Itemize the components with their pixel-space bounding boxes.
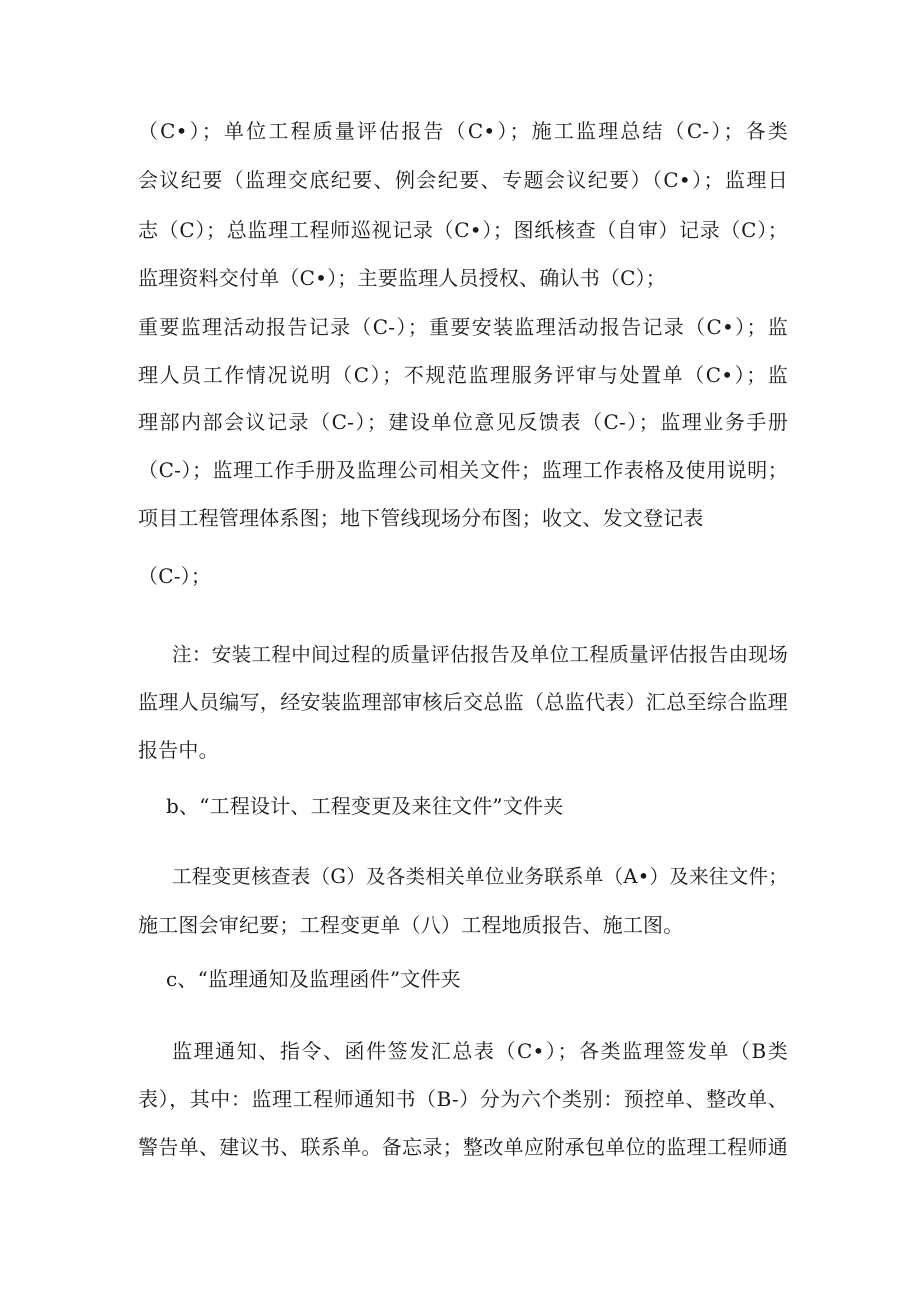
text-line: （C-）； (138, 564, 212, 588)
text-line: 施工图会审纪要；工程变更单（八）工程地质报告、施工图。 (138, 913, 684, 937)
text-line: 志（C）；总监理工程师巡视记录（C•）；图纸核查（自审）记录（C）； (138, 218, 788, 242)
text-line: 项目工程管理体系图；地下管线现场分布图；收文、发文登记表 (138, 506, 704, 530)
text-line: 报告中。 (138, 738, 219, 762)
section-heading: c、“监理通知及监理函件”文件夹 (166, 967, 461, 991)
text-line: 表），其中：监理工程师通知书（B-）分为六个类别：预控单、整改单、 (138, 1087, 788, 1111)
text-line: （C-）；监理工作手册及监理公司相关文件；监理工作表格及使用说明； (138, 458, 788, 482)
text-line: （C•）；单位工程质量评估报告（C•）；施工监理总结（C-）；各类 (138, 119, 788, 143)
text-line: 监理通知、指令、函件签发汇总表（C•）；各类监理签发单（B类 (172, 1039, 788, 1063)
text-line: 注：安装工程中间过程的质量评估报告及单位工程质量评估报告由现场 (172, 643, 788, 666)
text-line: 重要监理活动报告记录（C-）；重要安装监理活动报告记录（C•）；监 (138, 315, 788, 339)
text-line: 工程变更核查表（G）及各类相关单位业务联系单（A•）及来往文件； (172, 865, 788, 888)
text-line: 理人员工作情况说明（C）；不规范监理服务评审与处置单（C•）；监 (138, 363, 788, 387)
text-line: 监理人员编写，经安装监理部审核后交总监（总监代表）汇总至综合监理 (138, 690, 788, 714)
text-line: 监理资料交付单（C•）；主要监理人员授权、确认书（C）； (138, 266, 667, 290)
text-line: 理部内部会议记录（C-）；建设单位意见反馈表（C-）；监理业务手册 (138, 410, 788, 434)
section-heading: b、“工程设计、工程变更及来往文件”文件夹 (166, 794, 564, 818)
text-line: 警告单、建议书、联系单。备忘录；整改单应附承包单位的监理工程师通 (138, 1135, 788, 1159)
text-line: 会议纪要（监理交底纪要、例会纪要、专题会议纪要）（C•）；监理日 (138, 168, 788, 192)
